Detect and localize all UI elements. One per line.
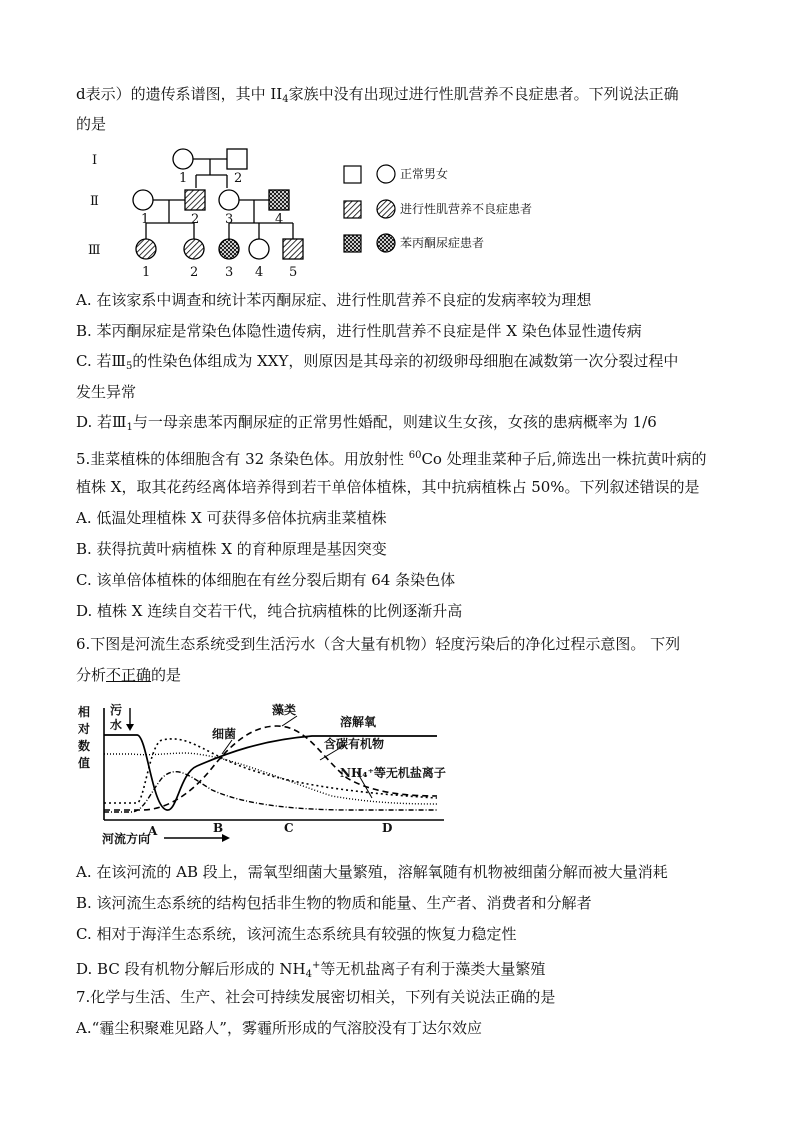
gen-label-III: Ⅲ	[88, 243, 101, 258]
pedigree-II3-normal-female	[219, 190, 239, 210]
label-inorganic-salts: NH₄⁺等无机盐离子	[340, 766, 446, 780]
pedigree-III3-pku-female	[219, 239, 239, 259]
q4-option-c-line2: 发生异常	[76, 383, 137, 401]
pedigree-III4-normal-female	[249, 239, 269, 259]
q6-option-b: B. 该河流生态系统的结构包括非生物的物质和能量、生产者、消费者和分解者	[76, 894, 592, 912]
y-label-3: 数	[78, 739, 91, 753]
gen2-num-3: 3	[225, 212, 234, 227]
legend-normal-label: 正常男女	[400, 167, 449, 181]
pedigree-III2-dmd-female	[184, 239, 204, 259]
q4-intro-line2: 的是	[76, 115, 107, 133]
label-algae: 藻类	[272, 703, 297, 717]
y-label-2: 对	[78, 722, 91, 736]
label-carbon-organic: 含碳有机物	[324, 737, 385, 751]
legend-normal-female-icon	[377, 165, 395, 183]
pedigree-III1-dmd-female	[136, 239, 156, 259]
pedigree-I2-normal-male	[227, 149, 247, 169]
q4-option-a: A. 在该家系中调查和统计苯丙酮尿症、进行性肌营养不良症的发病率较为理想	[76, 291, 592, 309]
q5-option-b: B. 获得抗黄叶病植株 X 的育种原理是基因突变	[76, 540, 387, 558]
q6-option-d: D. BC 段有机物分解后形成的 $NH_4^+$等无机盐离子有利于藻类大量繁殖	[76, 960, 546, 980]
q4-option-b: B. 苯丙酮尿症是常染色体隐性遗传病，进行性肌营养不良症是伴 X 染色体显性遗传病	[76, 322, 642, 340]
gen-label-I: Ⅰ	[92, 153, 98, 168]
q5-stem-line2: 植株 X，取其花药经离体培养得到若干单倍体植株，其中抗病植株占 50%。下列叙述错误的是	[76, 478, 700, 496]
pedigree-III5-dmd-male	[283, 239, 303, 259]
label-dissolved-oxygen: 溶解氧	[340, 715, 377, 729]
x-point-D: D	[382, 821, 393, 835]
y-label-4: 值	[78, 756, 91, 770]
gen3-num-1: 1	[142, 265, 151, 280]
q5-option-d: D. 植株 X 连续自交若干代，纯合抗病植株的比例逐渐升高	[76, 602, 463, 620]
legend-dmd-male-icon	[344, 201, 361, 218]
q4-intro-line1: d表示）的遗传系谱图，其中 $II_4$家族中没有出现过进行性肌营养不良症患者。下列说法正确	[76, 85, 679, 105]
gen-label-II: Ⅱ	[90, 194, 99, 209]
x-point-B: B	[213, 821, 224, 835]
pedigree-II1-normal-female	[133, 190, 153, 210]
gen3-num-3: 3	[225, 265, 234, 280]
gen3-num-2: 2	[190, 265, 199, 280]
pedigree-chart	[76, 143, 536, 283]
gen2-num-1: 1	[141, 212, 150, 227]
gen3-num-5: 5	[289, 265, 298, 280]
wastewater-label-2: 水	[110, 718, 123, 732]
q6-option-a: A. 在该河流的 AB 段上，需氧型细菌大量繁殖，溶解氧随有机物被细菌分解而被大量消耗	[76, 863, 668, 881]
q7-stem: 7.化学与生活、生产、社会可持续发展密切相关，下列有关说法正确的是	[76, 988, 556, 1006]
legend-pku-male-icon	[344, 235, 361, 252]
q5-stem-line1: 5.韭菜植株的体细胞含有 32 条染色体。用放射性 $^{60}$Co 处理韭菜种子后,筛选出一株抗黄叶病的	[76, 450, 707, 468]
river-purification-figure	[72, 698, 452, 848]
legend-pku-female-icon	[377, 234, 395, 252]
q6-stem-line2: 分析不正确的是	[76, 666, 182, 684]
q6-option-c: C. 相对于海洋生态系统，该河流生态系统具有较强的恢复力稳定性	[76, 925, 517, 943]
wastewater-label-1: 污	[110, 703, 123, 717]
legend-dmd-female-icon	[377, 200, 395, 218]
x-point-A: A	[148, 824, 158, 838]
pedigree-I1-normal-female	[173, 149, 193, 169]
y-label-1: 相	[78, 705, 91, 719]
x-axis-label: 河流方向	[102, 832, 151, 846]
gen3-num-4: 4	[255, 265, 264, 280]
x-point-C: C	[284, 821, 294, 835]
legend-normal-male-icon	[344, 166, 361, 183]
q7-option-a: A.“霾尘积聚难见路人”，雾霾所形成的气溶胶没有丁达尔效应	[76, 1019, 482, 1037]
gen2-num-4: 4	[275, 212, 284, 227]
q5-option-c: C. 该单倍体植株的体细胞在有丝分裂后期有 64 条染色体	[76, 571, 456, 589]
river-direction-arrowhead-icon	[222, 834, 230, 842]
q6-stem-line1: 6.下图是河流生态系统受到生活污水（含大量有机物）轻度污染后的净化过程示意图。 下列	[76, 635, 681, 653]
legend-dmd-label: 进行性肌营养不良症患者	[400, 202, 533, 216]
wastewater-arrowhead-icon	[126, 724, 134, 731]
q5-option-a: A. 低温处理植株 X 可获得多倍体抗病韭菜植株	[76, 509, 387, 527]
legend-pku-label: 苯丙酮尿症患者	[400, 236, 485, 250]
pedigree-II2-dmd-male	[185, 190, 205, 210]
label-bacteria: 细菌	[212, 727, 237, 741]
gen1-num-1: 1	[179, 171, 188, 186]
gen1-num-2: 2	[234, 171, 243, 186]
q4-option-d: D. 若$Ⅲ_1$与一母亲患苯丙酮尿症的正常男性婚配，则建议生女孩，女孩的患病概率为 1/6	[76, 413, 657, 433]
q4-option-c: C. 若$Ⅲ_5$的性染色体组成为 XXY，则原因是其母亲的初级卵母细胞在减数第一次分裂过程中	[76, 352, 679, 372]
pedigree-II4-pku-male	[269, 190, 289, 210]
gen2-num-2: 2	[191, 212, 200, 227]
